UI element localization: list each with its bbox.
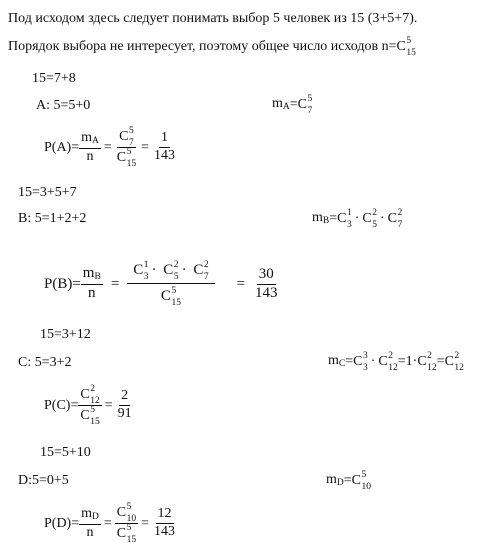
total-combination: C 5 15 — [396, 36, 416, 59]
case-b-probability: P(B)= $\frac{m_B}{n}$ = C 1 3 · C 2 5 · C 2 7 C 5 15 = $\frac{30}{143}$ — [44, 260, 278, 309]
case-b-frac-c: C 1 3 · C 2 5 · C 2 7 C 5 15 — [127, 262, 214, 306]
case-b-m: $m_B$ = C 1 3 · C 2 5 · C 2 7 — [312, 208, 403, 231]
case-d-frac-m-n: $\frac{m_D}{n}$ — [81, 505, 99, 540]
case-b-result: $\frac{30}{143}$ — [255, 265, 278, 301]
case-c-result: $\frac{2}{91}$ — [117, 388, 132, 422]
case-c-probability: P(C)= C 2 12 C 5 15 = $\frac{2}{91}$ — [44, 384, 132, 428]
case-d-result: $\frac{12}{143}$ — [154, 506, 176, 540]
intro-line-1: Под исходом здесь следует понимать выбор 5 человек из 15 (3+5+7). — [8, 11, 418, 26]
case-a-probability: P(A)= $\frac{m_A}{n}$ = C 5 7 C 5 15 = $\frac{1}{143}$ — [44, 126, 176, 170]
case-a-result: $\frac{1}{143}$ — [154, 130, 176, 164]
case-d-m: $m_D$ = C 5 10 — [326, 470, 372, 493]
case-a-frac-m-n: $\frac{m_A}{n}$ — [81, 129, 99, 164]
case-d-label: D:5=0+5 — [18, 473, 69, 488]
intro-line-2-text: Порядок выбора не интересует, поэтому общее число исходов n= — [8, 39, 397, 55]
intro-line-2 — [8, 36, 416, 59]
case-b-frac-m-n: $\frac{m_B}{n}$ — [82, 265, 101, 302]
case-b-label: B: 5=1+2+2 — [18, 211, 87, 226]
case-a-split: 15=7+8 — [32, 71, 76, 86]
case-a-frac-c: C 5 7 C 5 15 — [116, 126, 137, 170]
case-a-label: A: 5=5+0 — [36, 98, 91, 113]
case-d-frac-c: C 5 10 C 5 15 — [116, 502, 137, 546]
case-c-label: C: 5=3+2 — [18, 355, 72, 370]
case-c-m: $m_C$ = C 3 3 · C 2 12 =1· C 2 12 = C 2 12 — [328, 351, 464, 374]
case-d-split: 15=5+10 — [40, 445, 91, 460]
case-d-probability: P(D)= $\frac{m_D}{n}$ = C 5 10 C 5 15 = $\frac{12}{143}$ — [44, 502, 176, 546]
case-a-m: $m_A$ = C 5 7 — [272, 94, 313, 117]
case-c-split: 15=3+12 — [40, 327, 91, 342]
case-c-frac-c: C 2 12 C 5 15 — [80, 384, 100, 428]
case-b-split: 15=3+5+7 — [18, 185, 77, 200]
